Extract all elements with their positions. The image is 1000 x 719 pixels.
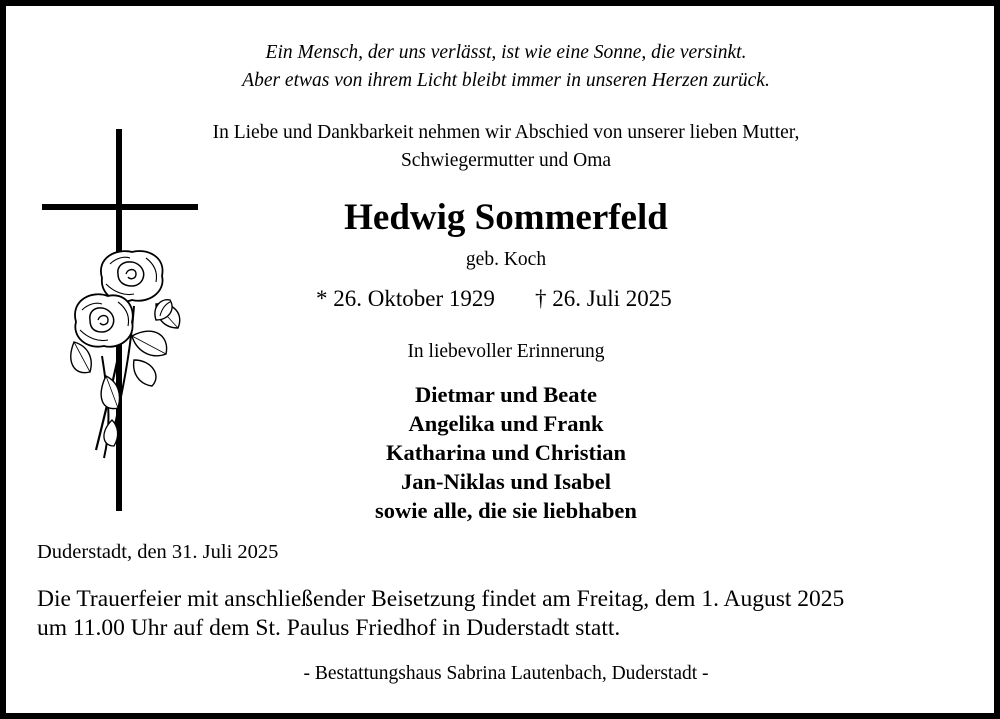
family-member: Katharina und Christian (385, 440, 627, 465)
remembrance-label: In liebevoller Erinnerung (407, 341, 605, 362)
intro-line-1: In Liebe und Dankbarkeit nehmen wir Abschied von unserer lieben Mutter, (212, 122, 800, 143)
quote-line-1: Ein Mensch, der uns verlässt, ist wie eine Sonne, die versinkt. (265, 42, 747, 63)
family-member: sowie alle, die sie liebhaben (375, 498, 637, 523)
funeral-home: - Bestattungshaus Sabrina Lautenbach, Duderstadt - (303, 663, 709, 684)
family-member: Dietmar und Beate (414, 382, 598, 407)
quote-line-2: Aber etwas von ihrem Licht bleibt immer in unseren Herzen zurück. (242, 70, 770, 91)
family-member: Angelika und Frank (408, 411, 604, 436)
family-member: Jan-Niklas und Isabel (400, 469, 612, 494)
death-date: † 26. Juli 2025 (535, 286, 672, 311)
maiden-name: geb. Koch (465, 249, 547, 270)
service-info-line-1: Die Trauerfeier mit anschließender Beisetzung findet am Freitag, dem 1. August 2025 (37, 586, 845, 612)
place-and-date: Duderstadt, den 31. Juli 2025 (37, 541, 279, 563)
deceased-name: Hedwig Sommerfeld (344, 197, 668, 238)
intro-line-2: Schwiegermutter und Oma (400, 150, 612, 171)
birth-date: * 26. Oktober 1929 (316, 286, 495, 311)
service-info-line-2: um 11.00 Uhr auf dem St. Paulus Friedhof in Duderstadt statt. (37, 615, 621, 641)
